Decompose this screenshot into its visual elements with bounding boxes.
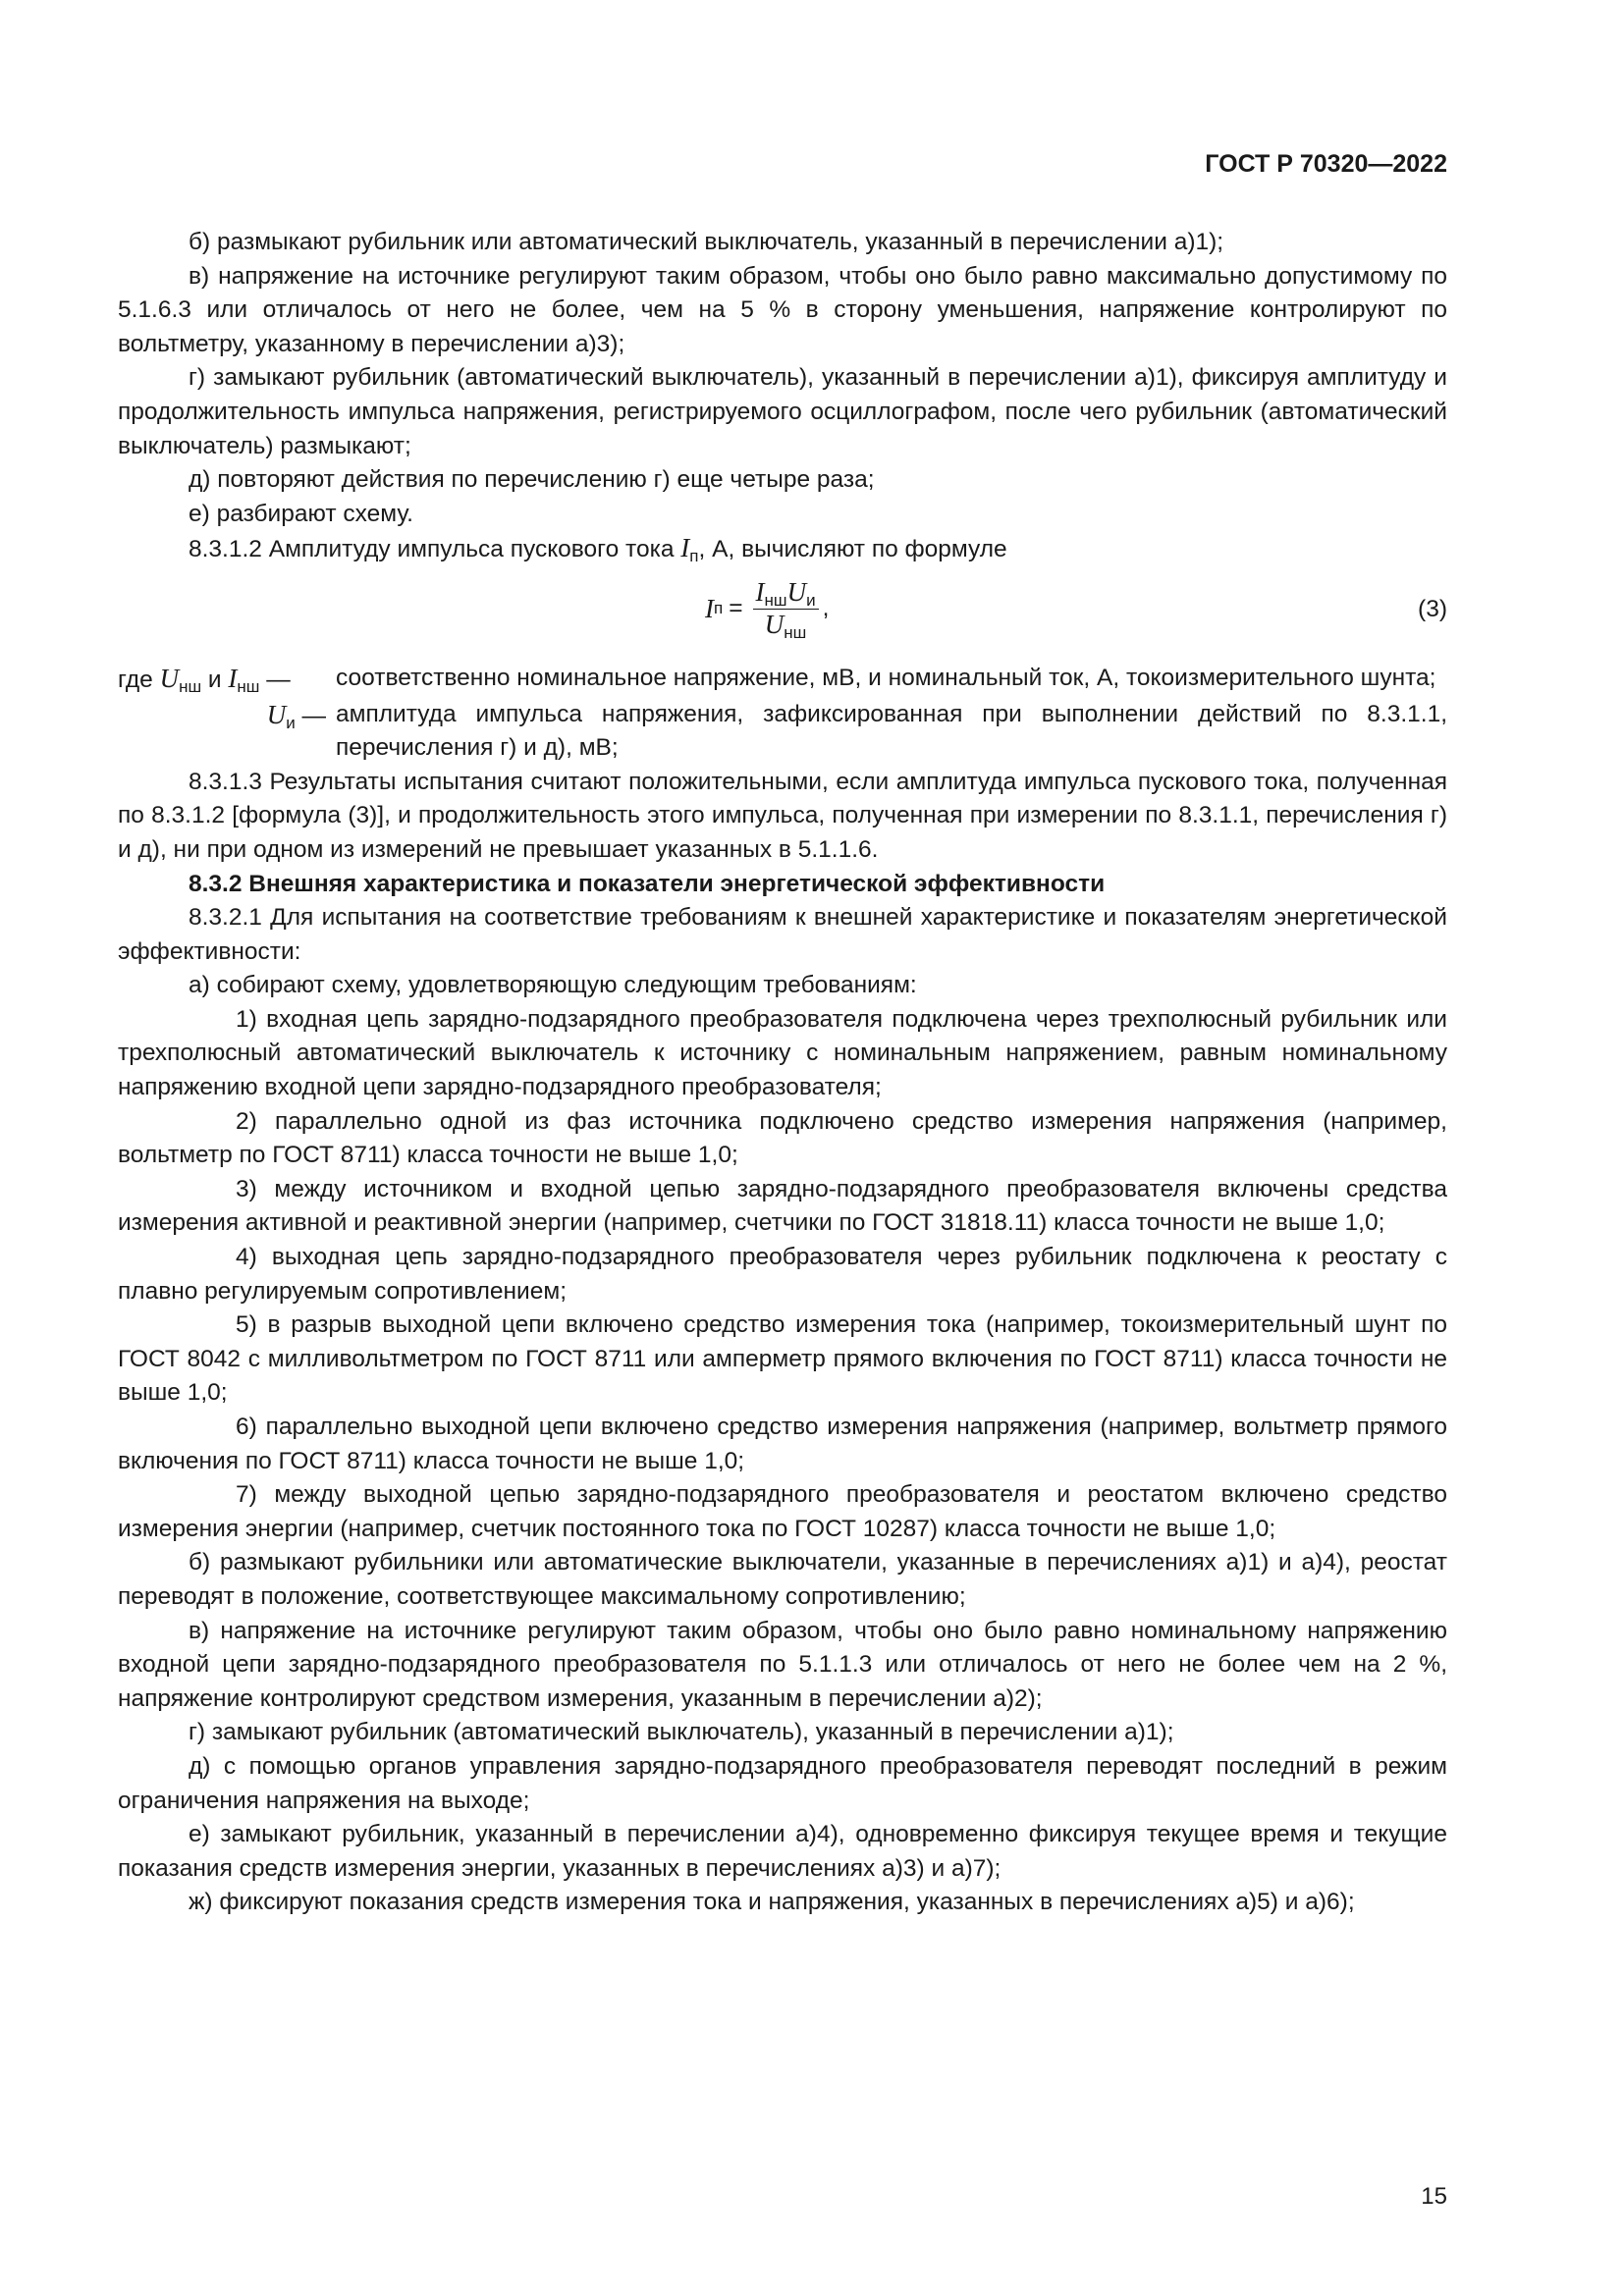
- formula-denominator: $U_{нш}$: [764, 609, 807, 642]
- where-label: $U_и$ —: [266, 699, 326, 732]
- paragraph: д) с помощью органов управления зарядно-подзарядного преобразователя переводят последний в режим ограничения напряжения на выходе;: [118, 1752, 1447, 1814]
- paragraph-8-3-1-2: 8.3.1.2 Амплитуду импульса пускового тока $I_п$, А, вычисляют по формуле: [189, 533, 1007, 566]
- paragraph: в) напряжение на источнике регулируют таким образом, чтобы оно было равно номинальному напряжению входной цепи зарядно-подзарядного преобразователя по 5.1.1.3 или отличалось от него не более чем на 2 %, напряжение контролируют средством измерения, указанным в перечислении а)2);: [118, 1617, 1447, 1712]
- paragraph: 8.3.1.3 Результаты испытания считают положительными, если амплитуда импульса пускового тока, полученная по 8.3.1.2 [формула (3)], и продолжительность этого импульса, полученная при измерении по 8.3.1.1, перечисления г) и д), ни при одном из измерений не превышает указанных в 5.1.1.6.: [118, 768, 1447, 863]
- where-definition: где $U_{нш}$ и $I_{нш}$ — соответственно номинальное напряжение, мВ, и номинальный ток, А, токоизмерительного шунта;: [118, 663, 1436, 696]
- list-item: 6) параллельно выходной цепи включено средство измерения напряжения (например, вольтметр прямого включения по ГОСТ 8711) класса точности не выше 1,0;: [118, 1414, 1447, 1474]
- formula-number: (3): [1418, 595, 1447, 622]
- formula-numerator: $I_{нш}U_и$: [753, 577, 819, 610]
- paragraph: г) замыкают рубильник (автоматический выключатель), указанный в перечислении а)1), фиксируя амплитуду и продолжительность импульса напряжения, регистрируемого осциллографом, после чего рубильник (автоматический выключатель) размыкают;: [118, 364, 1447, 459]
- list-item: 1) входная цепь зарядно-подзарядного преобразователя подключена через трехполюсный рубильник или трехполюсный автоматический выключатель к источнику с номинальным напряжением, равным номинальному напряжению входной цепи зарядно-подзарядного преобразователя;: [118, 1005, 1447, 1101]
- paragraph: г) замыкают рубильник (автоматический выключатель), указанный в перечислении а)1);: [189, 1719, 1174, 1746]
- list-item: 4) выходная цепь зарядно-подзарядного преобразователя через рубильник подключена к реостату с плавно регулируемым сопротивлением;: [118, 1244, 1447, 1305]
- paragraph: 8.3.2.1 Для испытания на соответствие требованиям к внешней характеристике и показателям энергетической эффективности:: [118, 904, 1447, 965]
- paragraph: б) размыкают рубильники или автоматические выключатели, указанные в перечислениях а)1) и а)4), реостат переводят в положение, соответствующее максимальному сопротивлению;: [118, 1549, 1447, 1610]
- paragraph: е) разбирают схему.: [189, 500, 413, 527]
- formula-3: [118, 571, 1447, 652]
- document-header: ГОСТ Р 70320—2022: [1205, 150, 1447, 178]
- section-heading: 8.3.2 Внешняя характеристика и показатели энергетической эффективности: [189, 870, 1106, 897]
- page-number: 15: [1421, 2183, 1447, 2210]
- list-item: 5) в разрыв выходной цепи включено средство измерения тока (например, токоизмерительный шунт по ГОСТ 8042 с милливольтметром по ГОСТ 8711 или амперметр прямого включения по ГОСТ 8711) класса точности не выше 1,0;: [118, 1311, 1447, 1407]
- paragraph: б) размыкают рубильник или автоматический выключатель, указанный в перечислении а)1);: [189, 229, 1224, 255]
- list-item: 3) между источником и входной цепью зарядно-подзарядного преобразователя включены средства измерения активной и реактивной энергии (например, счетчики по ГОСТ 31818.11) класса точности не выше 1,0;: [118, 1175, 1447, 1237]
- document-body: [118, 226, 1447, 1920]
- paragraph: ж) фиксируют показания средств измерения тока и напряжения, указанных в перечислениях а)5) и а)6);: [189, 1889, 1355, 1916]
- formula-fraction: [753, 577, 819, 641]
- paragraph: в) напряжение на источнике регулируют таким образом, чтобы оно было равно максимально допустимому по 5.1.6.3 или отличалось от него не более, чем на 5 % в сторону уменьшения, напряжение контролируют по вольтметру, указанному в перечислении а)3);: [118, 262, 1447, 357]
- paragraph: е) замыкают рубильник, указанный в перечислении а)4), одновременно фиксируя текущее время и текущие показания средств измерения энергии, указанных в перечислениях а)3) и а)7);: [118, 1821, 1447, 1882]
- formula-expression: I п = $\frac{I_{нш}U_и}{U_{нш}}$ ,: [705, 576, 830, 642]
- paragraph: а) собирают схему, удовлетворяющую следующим требованиям:: [189, 972, 917, 999]
- where-label: где $U_{нш}$ и $I_{нш}$ —: [118, 663, 291, 696]
- paragraph: д) повторяют действия по перечислению г) еще четыре раза;: [189, 466, 875, 494]
- list-item: 2) параллельно одной из фаз источника подключено средство измерения напряжения (например, вольтметр по ГОСТ 8711) класса точности не выше 1,0;: [118, 1107, 1447, 1169]
- where-definition: $U_и$ — амплитуда импульса напряжения, зафиксированная при выполнении действий по 8.3.1.1, перечисления г) и д), мВ;: [118, 698, 1447, 766]
- list-item: 7) между выходной цепью зарядно-подзарядного преобразователя и реостатом включено средство измерения энергии (например, счетчик постоянного тока по ГОСТ 10287) класса точности не выше 1,0;: [118, 1481, 1447, 1542]
